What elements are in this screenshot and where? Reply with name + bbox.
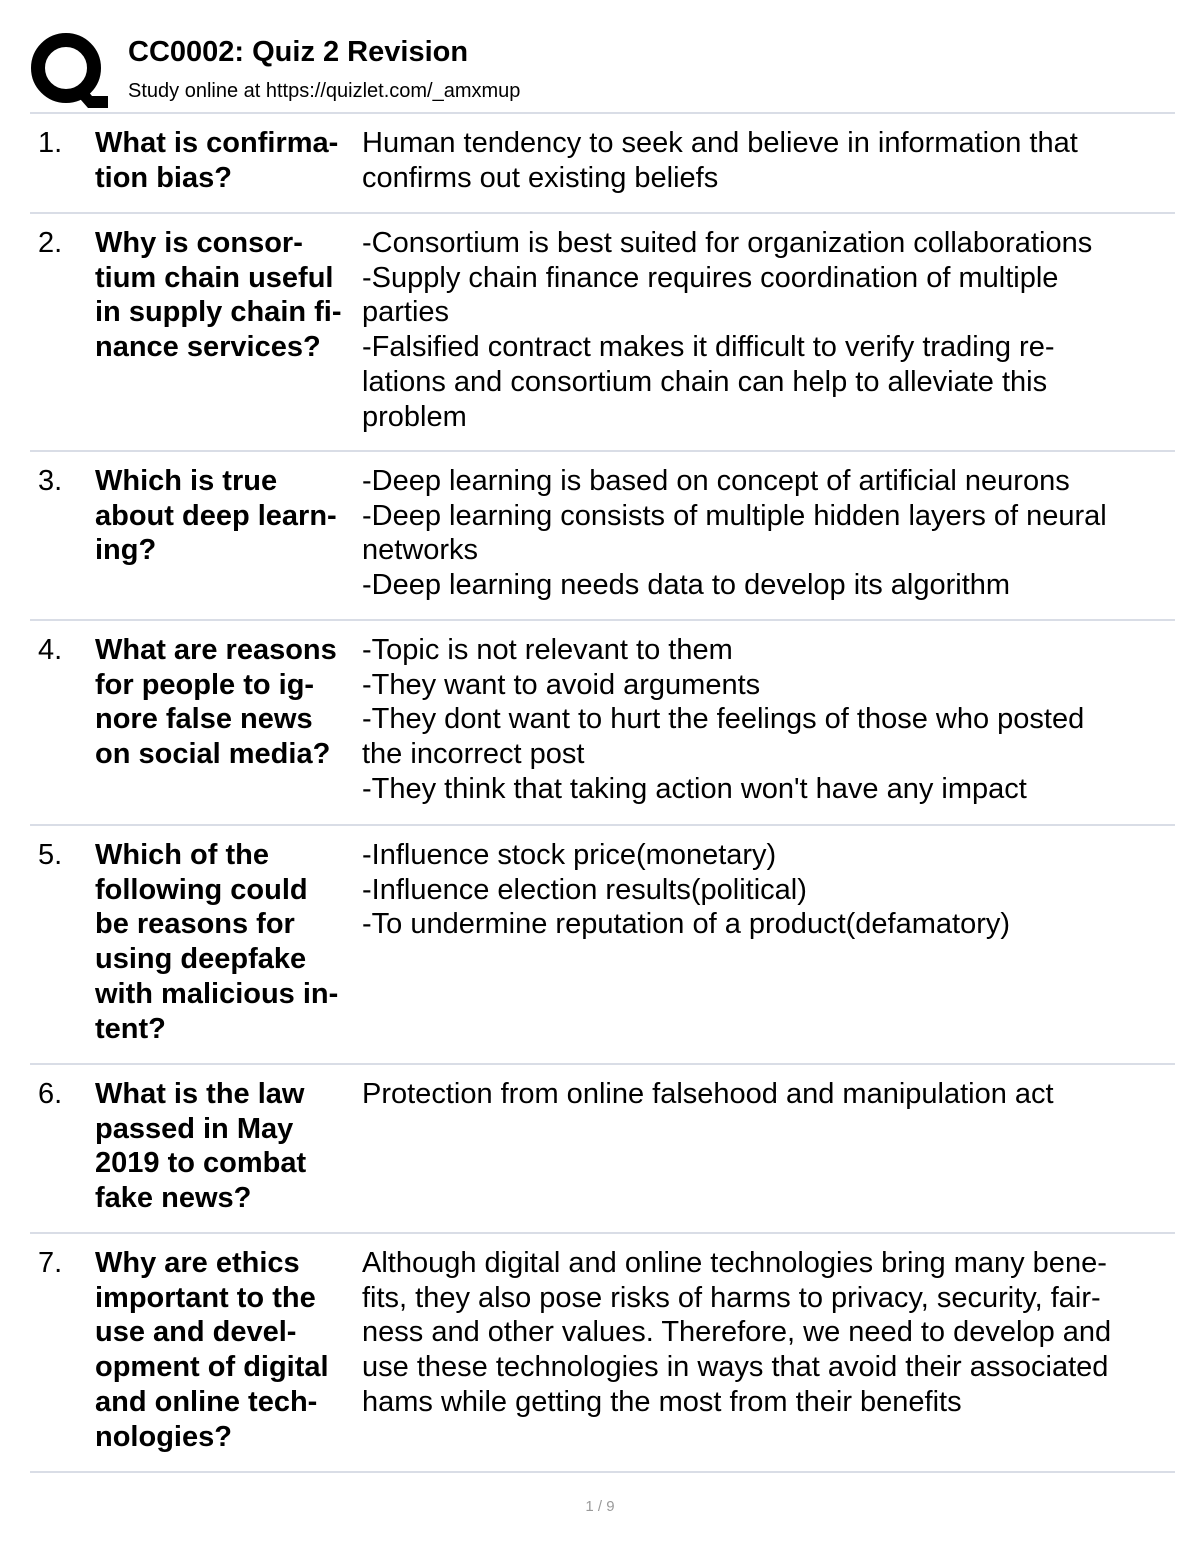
card-term: Why are ethics important to the use and devel- opment of digital and online tech- nologies? [95,1247,329,1453]
card-definition: -Consortium is best suited for organization collaborations -Supply chain finance requires coordination of multiple parties -Falsified contract makes it difficult to verify trading re- lations and consortium chain can help to alleviate this problem [362,227,1093,433]
card-number: 3. [38,465,63,497]
card-number: 5. [38,839,63,871]
card-definition: -Influence stock price(monetary) -Influence election results(political) -To undermine reputation of a product(defamatory) [362,839,1011,941]
card-term: What is the law passed in May 2019 to combat fake news? [95,1078,307,1215]
card-term: Which is true about deep learn- ing? [95,465,337,567]
page-header [30,30,1175,112]
study-online-link[interactable]: Study online at https://quizlet.com/_amxmup [128,80,521,102]
card-definition: Protection from online falsehood and manipulation act [362,1078,1054,1110]
card-number: 4. [38,634,63,666]
card-number: 7. [38,1247,63,1279]
card-term: Why is consor- tium chain useful in supply chain fi- nance services? [95,227,342,364]
flashcard-row [30,826,1175,1065]
card-number: 6. [38,1078,63,1110]
page-indicator: 1 / 9 [585,1498,615,1515]
flashcard-row [30,114,1175,214]
card-definition: -Deep learning is based on concept of artificial neurons -Deep learning consists of multiple hidden layers of neural networks -Deep learning needs data to develop its algorithm [362,465,1107,602]
flashcard-row [30,1065,1175,1234]
document-title: CC0002: Quiz 2 Revision [128,36,469,68]
card-definition: Although digital and online technologies bring many bene- fits, they also pose risks of harms to privacy, security, fair- ness and other values. Therefore, we need to develop and use these technologies in ways that avoid their associated hams while getting the most from their benefits [362,1247,1112,1418]
card-definition: -Topic is not relevant to them -They want to avoid arguments -They dont want to hurt the feelings of those who posted the incorrect post -They think that taking action won't have any impact [362,634,1085,805]
flashcard-row [30,621,1175,826]
card-number: 2. [38,227,63,259]
flashcard-row [30,452,1175,621]
flashcard-row [30,1234,1175,1473]
quizlet-logo-icon [30,32,108,108]
card-term: Which of the following could be reasons for using deepfake with malicious in- tent? [95,839,339,1045]
card-definition: Human tendency to seek and believe in information that confirms out existing beliefs [362,127,1078,194]
flashcard-row [30,214,1175,452]
card-number: 1. [38,127,63,159]
card-term: What is confirma- tion bias? [95,127,339,194]
card-term: What are reasons for people to ig- nore false news on social media? [95,634,337,771]
